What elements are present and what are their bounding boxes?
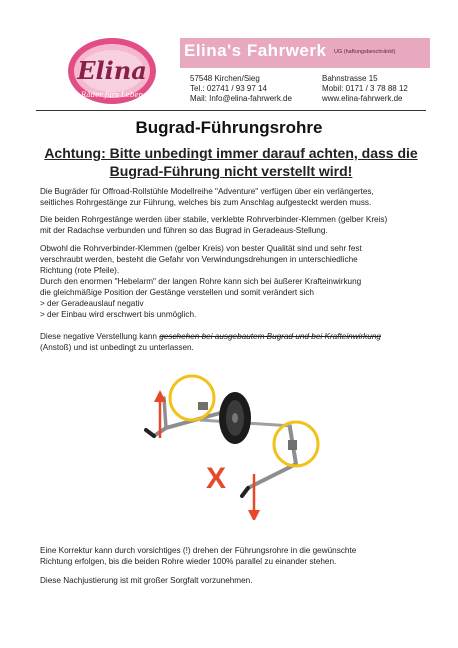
paragraph-6 [40,575,430,586]
text-strikethrough: geschehen bei ausgebautem Bugrad und bei Krafteinwirkung [159,332,381,341]
company-logo [62,33,162,113]
paragraph-line: > der Geradeauslauf negativ [40,299,144,308]
phone: Tel.: 02741 / 93 97 14 [190,84,267,93]
paragraph-line: die gleichmäßige Position der Gestänge verstellen und somit verändert sich [40,288,314,297]
left-tube-cap [146,430,154,436]
arrow-up-head [154,390,166,402]
wheel-center [232,413,238,423]
logo-wordmark: Elina [77,56,147,85]
right-clamp [288,440,297,450]
paragraph-line: Richtung (rote Pfeile). [40,266,120,275]
email: Mail: Info@elina-fahrwerk.de [190,94,292,103]
paragraph-line: Eine Korrektur kann durch vorsichtiges (!) drehen der Führungsrohre in die gewünschte [40,546,357,555]
paragraph-line: mit der Radachse verbunden und führen so das Bugrad in Geradeaus-Stellung. [40,226,328,235]
paragraph-line: seitliches Rohrgestänge zur Führung, welches bis zum Anschlag aufgesteckt werden muss. [40,198,372,207]
left-clamp-highlight [170,376,214,420]
logo-tagline: Räder fürs Leben [81,91,143,99]
arrow-down-head [248,510,260,520]
mobile: Mobil: 0171 / 3 78 88 12 [322,84,408,93]
warning-line-1: Achtung: Bitte unbedingt immer darauf achten, dass die [44,145,418,161]
website: www.elina-fahrwerk.de [322,94,403,103]
paragraph-line: Obwohl die Rohrverbinder-Klemmen (gelber Kreis) von bester Qualität sind und sehr fest [40,244,362,253]
paragraph-2 [40,214,430,236]
paragraph-line [40,331,430,342]
left-tube-arm [164,398,166,428]
paragraph-line: (Anstoß) und ist unbedingt zu unterlassen. [40,343,194,352]
paragraph-line: > der Einbau wird erschwert bis unmöglich. [40,310,197,319]
bugrad-illustration [140,370,340,520]
warning-heading [36,144,426,180]
left-clamp [198,402,208,410]
paragraph-line: Durch den enormen "Hebelarm" der langen Rohre kann sich bei äußerer Krafteinwirkung [40,277,362,286]
paragraph-3 [40,243,430,320]
paragraph-line: verschraubt werden, besteht die Gefahr von Verwindungsdrehungen in unterschiedliche [40,255,358,264]
contact-right [322,74,408,104]
paragraph-line: Die beiden Rohrgestänge werden über stabile, verklebte Rohrverbinder-Klemmen (gelber Kreis) [40,215,388,224]
paragraph-1 [40,186,430,208]
header-divider [36,110,426,111]
paragraph-5 [40,545,430,567]
brand-banner [180,38,430,68]
text-plain: Diese negative Verstellung kann [40,332,160,341]
address-city: 57548 Kirchen/Sieg [190,74,260,83]
street: Bahnstrasse 15 [322,74,378,83]
page-title: Bugrad-Führungsrohre [135,118,323,137]
warning-line-2: Bugrad-Führung nicht verstellt wird! [109,163,353,179]
brand-legal-form: UG (haftungsbeschränkt) [334,49,396,55]
contact-left [190,74,292,104]
paragraph-line: Die Bugräder für Offroad-Rollstühle Modellreihe "Adventure" verfügen über ein verlängertes, [40,187,374,196]
wrong-mark: X [206,462,227,495]
right-tube-cap [242,488,248,496]
paragraph-line: Richtung erfolgen, bis die beiden Rohre wieder 100% parallel zu einander stehen. [40,557,337,566]
brand-name: Elina's Fahrwerk [184,41,327,60]
paragraph-4 [40,331,430,353]
paragraph-line: Diese Nachjustierung ist mit großer Sorgfalt vorzunehmen. [40,576,253,585]
